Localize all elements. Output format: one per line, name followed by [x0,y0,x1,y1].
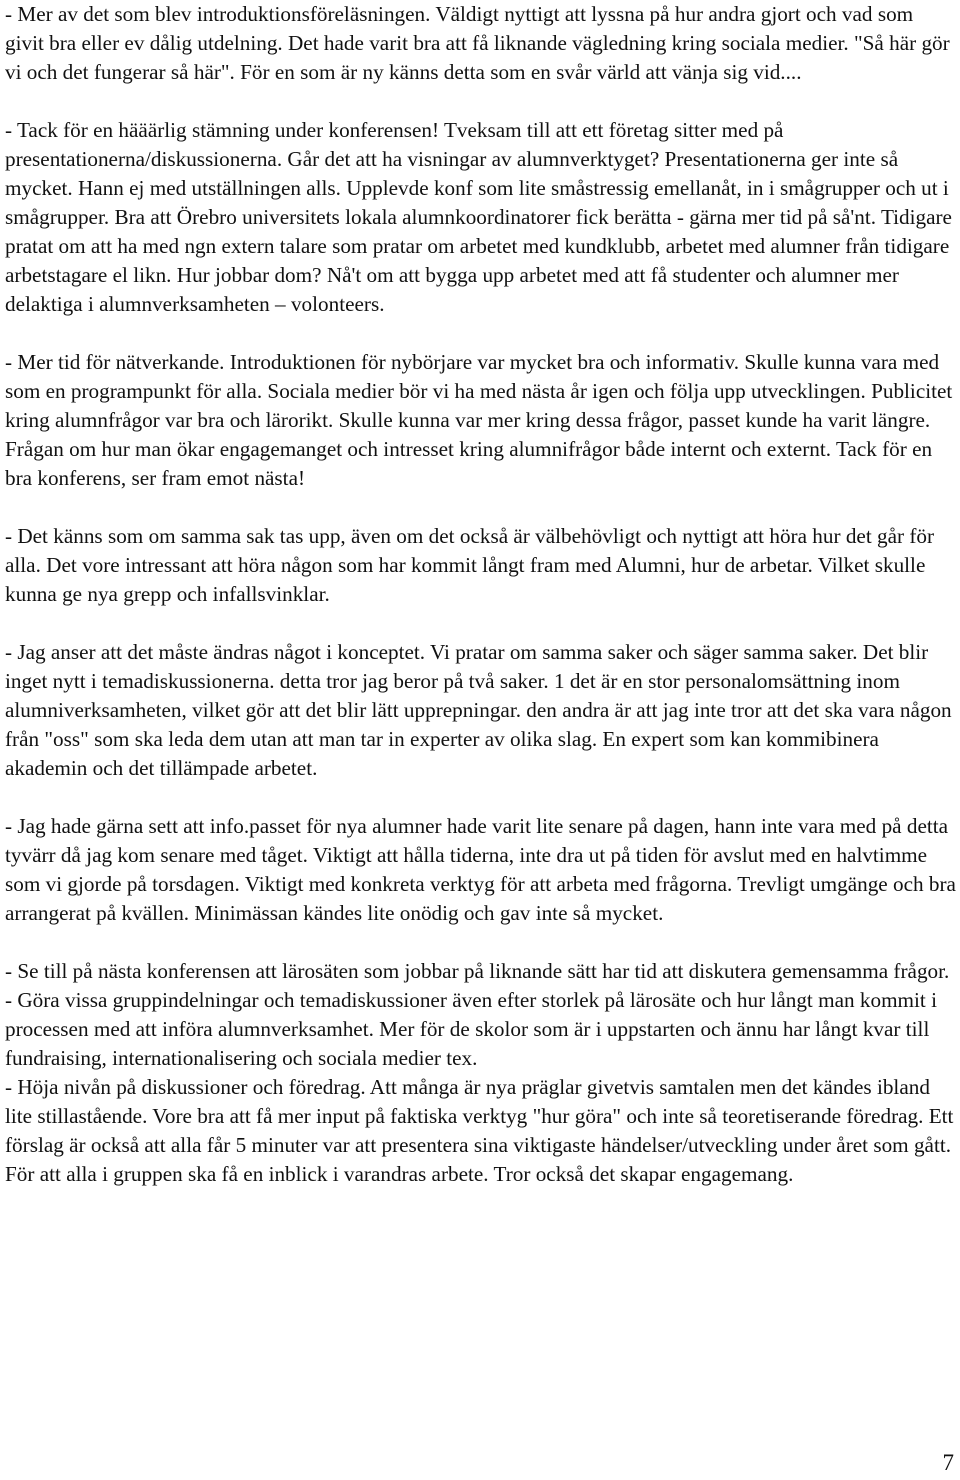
comment-paragraph-4: - Det känns som om samma sak tas upp, även om det också är välbehövligt och nyttigt att höra hur det går för alla. Det vore intressant att höra någon som har kommit långt fram med Alumni, hur de arbetar. Vilket skulle kunna ge nya grepp och infallsvinklar. [5,524,935,606]
comment-paragraph-6: - Jag hade gärna sett att info.passet för nya alumner hade varit lite senare på dagen, hann inte vara med på detta tyvärr då jag kom senare med tåget. Viktigt att hålla tiderna, inte dra ut på tiden för avslut med en halvtimme som vi gjorde på torsdagen. Viktigt med konkreta verktyg för att arbeta med frågorna. Trevligt umgänge och bra arrangerat på kvällen. Minimässan kändes lite onödig och gav inte så mycket. [5,814,956,925]
comment-paragraph-8: - Göra vissa gruppindelningar och temadiskussioner även efter storlek på lärosäte och hur långt man kommit i processen med att införa alumnverksamhet. Mer för de skolor som är i uppstarten och ännu har långt kvar till fundraising, internationalisering och sociala medier tex. [5,988,937,1070]
comment-paragraph-9: - Höja nivån på diskussioner och föredrag. Att många är nya präglar givetvis samtalen men det kändes ibland lite stillastående. Vore bra att få mer input på faktiska verktyg "hur göra" och inte så teoretiserande föredrag. Ett förslag är också att alla får 5 minuter var att presentera sina viktigaste händelser/utveckling under året som gått. För att alla i gruppen ska få en inblick i varandras arbete. Tror också det skapar engagemang. [5,1075,954,1186]
comment-paragraph-1: - Mer av det som blev introduktionsföreläsningen. Väldigt nyttigt att lyssna på hur andra gjort och vad som givit bra eller ev dålig utdelning. Det hade varit bra att få liknande vägledning kring sociala medier. "Så här gör vi och det fungerar så här". För en som är ny känns detta som en svår värld att vänja sig vid.... [5,2,950,84]
comment-paragraph-2: - Tack för en hääärlig stämning under konferensen! Tveksam till att ett företag sitter med på presentationerna/diskussionerna. Går det att ha visningar av alumnverktyget? Presentationerna ger inte så mycket. Hann ej med utställningen alls. Upplevde konf som lite småstressig emellanåt, in i smågrupper och ut i smågrupper. Bra att Örebro universitets lokala alumnkoordinatorer fick berätta - gärna mer tid på så'nt. Tidigare pratat om att ha med ngn extern talare som pratar om arbetet med kundklubb, arbetet med alumner från tidigare arbetstagare el likn. Hur jobbar dom? Nå't om att bygga upp arbetet med att få studenter och alumner mer delaktiga i alumnverksamheten – volonteers. [5,118,952,316]
comment-paragraph-7: - Se till på nästa konferensen att lärosäten som jobbar på liknande sätt har tid att diskutera gemensamma frågor. [5,959,950,983]
paragraph-spacer [5,493,957,522]
comment-paragraph-3: - Mer tid för nätverkande. Introduktionen för nybörjare var mycket bra och informativ. Skulle kunna vara med som en programpunkt för alla. Sociala medier bör vi ha med nästa år igen och följa upp utvecklingen. Publicitet kring alumnfrågor var bra och lärorikt. Skulle kunna var mer kring dessa frågor, passet kunde ha varit längre. Frågan om hur man ökar engagemanget och intresset kring alumnifrågor både internt och externt. Tack för en bra konferens, ser fram emot nästa! [5,350,953,490]
paragraph-spacer [5,928,957,957]
document-body [5,0,957,1189]
comment-paragraph-5: - Jag anser att det måste ändras något i konceptet. Vi pratar om samma saker och säger samma saker. Det blir inget nytt i temadiskussionerna. detta tror jag beror på två saker. 1 det är en stor personalomsättning inom alumniverksamheten, vilket gör att det blir lätt upprepningar. den andra är att jag inte tror att det ska vara någon från "oss" som ska leda dem utan att man tar in experter av olika slag. En expert som kan kommibinera akademin och det tillämpade arbetet. [5,640,952,780]
paragraph-spacer [5,87,957,116]
paragraph-spacer [5,609,957,638]
page-number: 7 [942,1450,954,1475]
paragraph-spacer [5,319,957,348]
paragraph-spacer [5,783,957,812]
